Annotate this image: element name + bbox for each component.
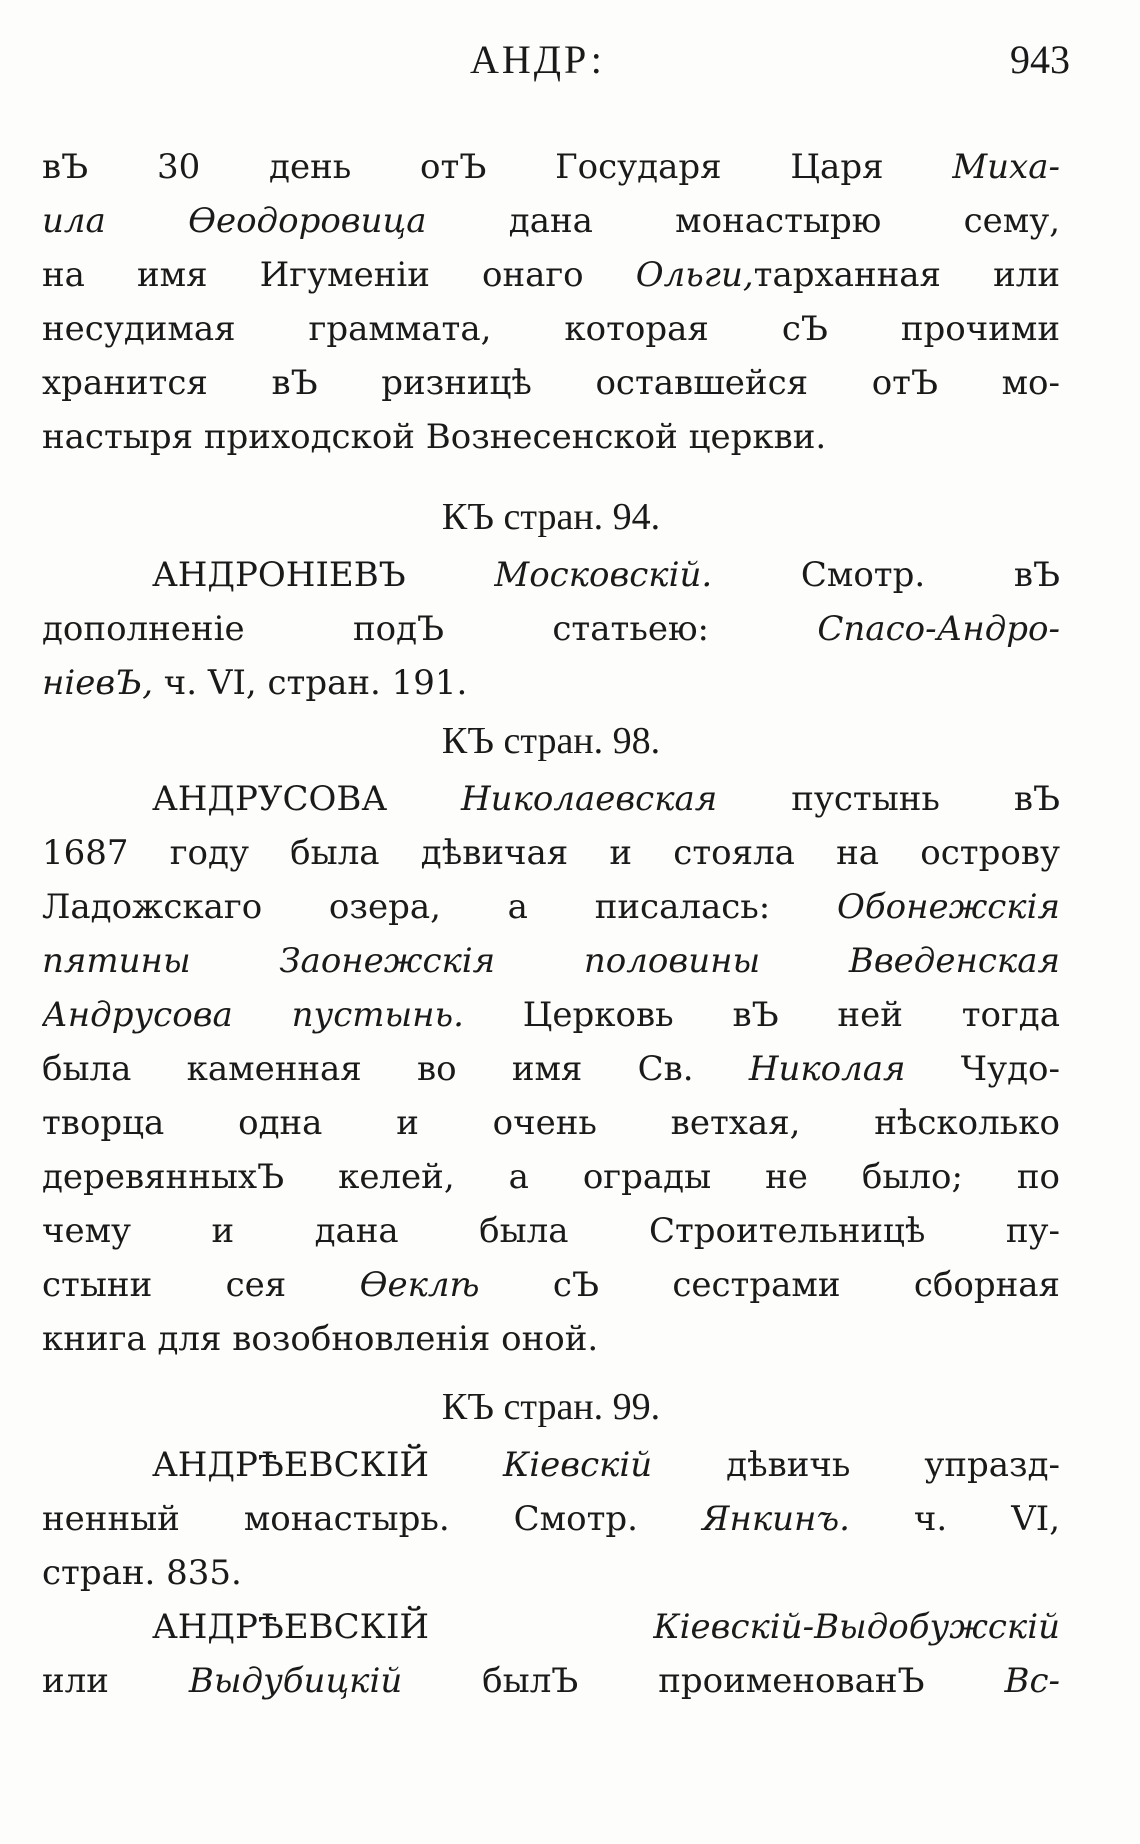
text-line <box>42 1600 1060 1654</box>
entry-andronievsky <box>42 548 1060 710</box>
text-segment: стыни сея <box>42 1265 360 1305</box>
text-line <box>42 548 1060 602</box>
text-segment: творца одна и очень ветхая, нѣсколько <box>42 1103 1060 1143</box>
italic-text-segment: Кіевскій <box>502 1445 653 1485</box>
italic-text-segment: Янкинъ. <box>702 1499 850 1539</box>
section-heading-p99: КЪ стран. 99. <box>441 1386 661 1428</box>
text-line <box>42 1096 1060 1150</box>
text-line <box>42 656 1060 710</box>
text-segment: ч. VI, стран. 191. <box>153 663 468 703</box>
text-segment: тарханная или <box>753 255 1060 295</box>
text-segment: АНДРОНІЕВЪ <box>152 555 495 595</box>
section-heading-p94: КЪ стран. 94. <box>441 496 661 538</box>
text-segment: на имя Игуменіи онаго <box>42 255 636 295</box>
text-line <box>42 880 1060 934</box>
text-line <box>42 1438 1060 1492</box>
section-heading-p98: КЪ стран. 98. <box>441 720 661 762</box>
text-line <box>42 248 1060 302</box>
text-segment: Чудо- <box>905 1049 1060 1089</box>
text-segment: ненный монастырь. Смотр. <box>42 1499 702 1539</box>
text-segment: чему и дана была Строительницѣ пу- <box>42 1211 1060 1251</box>
text-segment: сЪ сестрами сборная <box>479 1265 1060 1305</box>
text-line <box>42 1150 1060 1204</box>
text-line <box>42 302 1060 356</box>
entry-andreevsky-kievsky <box>42 1438 1060 1600</box>
running-head <box>40 36 1070 96</box>
text-segment: вЪ 30 день отЪ Государя Царя <box>42 147 953 187</box>
text-block <box>42 140 1060 1708</box>
italic-text-segment: Андрусова пустынь. <box>42 995 464 1035</box>
text-line <box>42 826 1060 880</box>
text-segment: АНДРѢЕВСКІЙ <box>152 1607 654 1647</box>
text-line <box>42 194 1060 248</box>
text-segment: Церковь вЪ ней тогда <box>463 995 1060 1035</box>
italic-text-segment: Выдубицкій <box>188 1661 403 1701</box>
italic-text-segment: Обонежскія <box>837 887 1060 927</box>
text-segment: стран. 835. <box>42 1553 242 1593</box>
italic-text-segment: Николаевская <box>461 779 718 819</box>
text-segment: дополненіе подЪ статьею: <box>42 609 818 649</box>
text-line <box>42 1204 1060 1258</box>
text-segment: дана монастырю сему, <box>426 201 1060 241</box>
text-segment: настыря приходской Вознесенской церкви. <box>42 417 827 457</box>
italic-text-segment: Кіевскій-Выдобужскій <box>653 1607 1060 1647</box>
text-line <box>42 410 1060 464</box>
text-line <box>42 1492 1060 1546</box>
page-number: 943 <box>1010 37 1070 82</box>
text-line <box>42 1654 1060 1708</box>
text-segment: ч. VI, <box>849 1499 1060 1539</box>
text-segment: пустынь вЪ <box>717 779 1060 819</box>
text-line <box>42 1312 1060 1366</box>
italic-text-segment: Спасо-Андро- <box>817 609 1060 649</box>
text-line <box>42 1258 1060 1312</box>
text-line <box>42 1042 1060 1096</box>
text-line <box>42 602 1060 656</box>
entry-andreevsky-vydubitsky <box>42 1600 1060 1708</box>
running-title: АНДР: <box>470 37 605 82</box>
text-line <box>42 1546 1060 1600</box>
italic-text-segment: Вс- <box>1004 1661 1060 1701</box>
text-line <box>42 356 1060 410</box>
text-segment: Смотр. вЪ <box>712 555 1060 595</box>
text-segment: Ладожскаго озера, а писалась: <box>42 887 837 927</box>
italic-text-segment: Николая <box>748 1049 906 1089</box>
italic-text-segment: Ольги, <box>635 255 754 295</box>
text-segment: дѣвичь упразд- <box>652 1445 1060 1485</box>
text-segment: 1687 году была дѣвичая и стояла на острову <box>42 833 1060 873</box>
italic-text-segment: пятины Заонежскія половины Введенская <box>42 941 1060 981</box>
text-segment: деревянныхЪ келей, а ограды не было; по <box>42 1157 1060 1197</box>
entry-andrusova <box>42 772 1060 1366</box>
italic-text-segment: ила Өеодоровица <box>42 201 427 241</box>
text-segment: хранится вЪ ризницѣ оставшейся отЪ мо- <box>42 363 1060 403</box>
text-segment: или <box>42 1661 189 1701</box>
text-segment: была каменная во имя Св. <box>42 1049 749 1089</box>
text-line <box>42 934 1060 988</box>
text-segment: былЪ проименованЪ <box>402 1661 1005 1701</box>
text-line <box>42 140 1060 194</box>
text-segment: книга для возобновленія оной. <box>42 1319 599 1359</box>
text-line <box>42 988 1060 1042</box>
italic-text-segment: Миха- <box>952 147 1060 187</box>
italic-text-segment: Өеклѣ <box>359 1265 480 1305</box>
text-line <box>42 772 1060 826</box>
italic-text-segment: Московскій. <box>494 555 713 595</box>
text-segment: АНДРУСОВА <box>152 779 462 819</box>
italic-text-segment: ніевЪ, <box>42 663 153 703</box>
text-segment: АНДРѢЕВСКІЙ <box>152 1445 503 1485</box>
text-segment: несудимая граммата, которая сЪ прочими <box>42 309 1060 349</box>
paragraph-olga-charter <box>42 140 1060 464</box>
